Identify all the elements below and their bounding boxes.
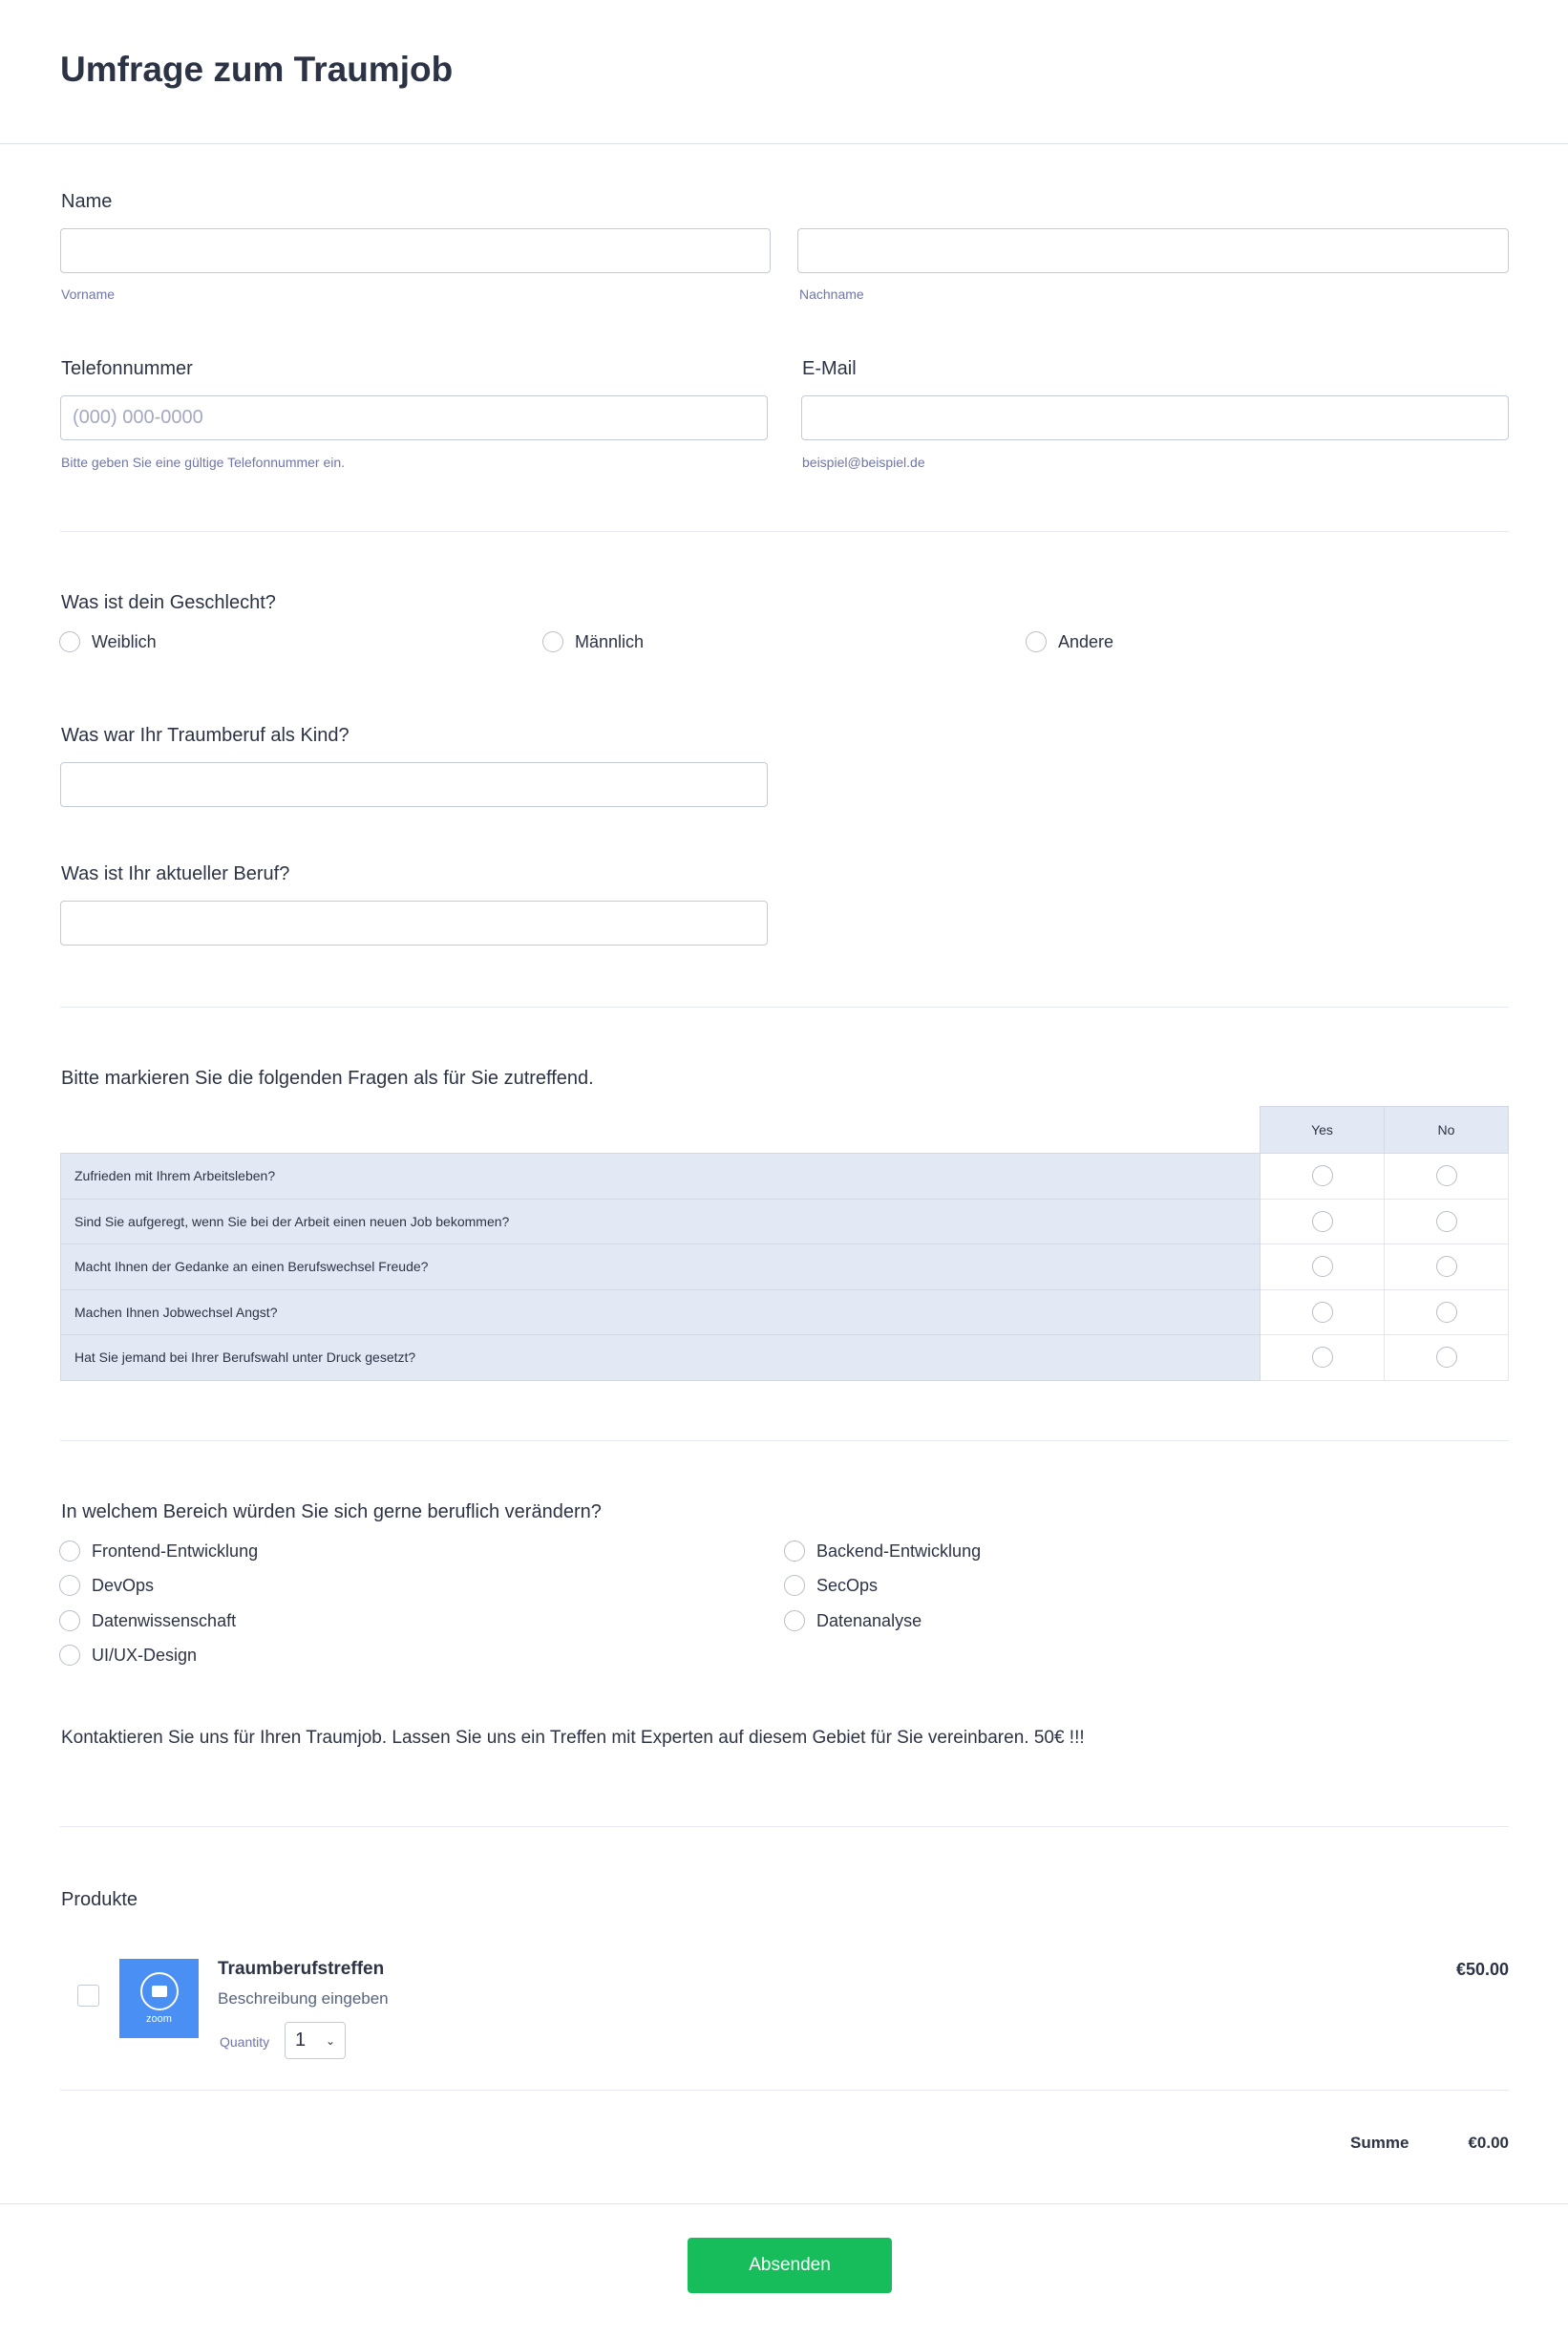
option-label: Datenanalyse <box>816 1610 922 1630</box>
quantity-value: 1 <box>295 2030 307 2051</box>
last-name-input[interactable] <box>797 228 1509 273</box>
contact-text: Kontaktieren Sie uns für Ihren Traumjob. Lassen Sie uns ein Treffen mit Experten auf diesem Gebiet für Sie vereinbaren. 50€ !!! <box>61 1728 1085 1748</box>
submit-button[interactable]: Absenden <box>688 2238 892 2293</box>
column-no: No <box>1385 1107 1509 1154</box>
quantity-select[interactable] <box>285 2022 346 2059</box>
area-question: In welchem Bereich würden Sie sich gerne beruflich verändern? <box>61 1501 602 1522</box>
email-input[interactable] <box>801 395 1509 440</box>
last-name-sublabel: Nachname <box>799 287 864 302</box>
product-description: Beschreibung eingeben <box>218 1989 389 2008</box>
gender-option-male[interactable] <box>542 631 644 652</box>
row-question: Machen Ihnen Jobwechsel Angst? <box>61 1289 1261 1335</box>
area-option[interactable] <box>784 1610 922 1631</box>
divider <box>60 2090 1509 2091</box>
gender-option-other[interactable] <box>1026 631 1113 652</box>
gender-question: Was ist dein Geschlecht? <box>61 592 276 613</box>
divider <box>60 531 1509 532</box>
phone-label: Telefonnummer <box>61 358 193 379</box>
area-option[interactable] <box>784 1575 878 1596</box>
phone-helper: Bitte geben Sie eine gültige Telefonnummer ein. <box>61 455 346 470</box>
table-row <box>61 1335 1509 1381</box>
first-name-sublabel: Vorname <box>61 287 116 302</box>
area-option[interactable] <box>784 1541 981 1562</box>
matrix-prompt: Bitte markieren Sie die folgenden Fragen als für Sie zutreffend. <box>61 1068 594 1089</box>
table-row <box>61 1289 1509 1335</box>
radio-icon[interactable] <box>1026 631 1047 652</box>
total-value: €0.00 <box>1468 2134 1509 2152</box>
radio-no[interactable] <box>1436 1165 1457 1186</box>
radio-icon[interactable] <box>542 631 563 652</box>
header-divider <box>0 143 1568 144</box>
childhood-job-input[interactable] <box>60 762 768 807</box>
row-question: Hat Sie jemand bei Ihrer Berufswahl unter Druck gesetzt? <box>61 1335 1261 1381</box>
email-helper: beispiel@beispiel.de <box>802 455 925 470</box>
radio-icon[interactable] <box>59 631 80 652</box>
area-option[interactable] <box>59 1610 236 1631</box>
radio-icon[interactable] <box>59 1575 80 1596</box>
radio-yes[interactable] <box>1312 1256 1333 1277</box>
radio-icon[interactable] <box>59 1645 80 1666</box>
column-yes: Yes <box>1261 1107 1385 1154</box>
current-job-input[interactable] <box>60 901 768 946</box>
option-label: Weiblich <box>92 631 157 651</box>
product-name: Traumberufstreffen <box>218 1959 385 1979</box>
option-label: UI/UX-Design <box>92 1645 198 1665</box>
quantity-label: Quantity <box>220 2034 270 2050</box>
product-price: €50.00 <box>1455 1960 1509 1979</box>
row-question: Zufrieden mit Ihrem Arbeitsleben? <box>61 1154 1261 1200</box>
divider <box>60 1826 1509 1827</box>
first-name-input[interactable] <box>60 228 771 273</box>
option-label: SecOps <box>816 1575 879 1595</box>
table-row <box>61 1199 1509 1244</box>
radio-no[interactable] <box>1436 1256 1457 1277</box>
chevron-down-icon: ⌄ <box>325 2033 335 2048</box>
option-label: Männlich <box>575 631 645 651</box>
area-option[interactable] <box>59 1645 197 1666</box>
option-label: Andere <box>1058 631 1114 651</box>
table-row <box>61 1244 1509 1290</box>
radio-icon[interactable] <box>59 1541 80 1562</box>
product-checkbox[interactable] <box>77 1985 99 2007</box>
radio-icon[interactable] <box>784 1575 805 1596</box>
option-label: Backend-Entwicklung <box>816 1541 982 1561</box>
table-row <box>61 1154 1509 1200</box>
page-title: Umfrage zum Traumjob <box>60 50 454 89</box>
matrix-table <box>60 1106 1509 1381</box>
radio-yes[interactable] <box>1312 1211 1333 1232</box>
radio-no[interactable] <box>1436 1302 1457 1323</box>
products-label: Produkte <box>61 1889 138 1910</box>
area-option[interactable] <box>59 1541 258 1562</box>
radio-no[interactable] <box>1436 1211 1457 1232</box>
radio-icon[interactable] <box>784 1610 805 1631</box>
radio-yes[interactable] <box>1312 1302 1333 1323</box>
divider <box>60 1440 1509 1441</box>
row-question: Macht Ihnen der Gedanke an einen Berufswechsel Freude? <box>61 1244 1261 1290</box>
radio-no[interactable] <box>1436 1347 1457 1368</box>
option-label: Datenwissenschaft <box>92 1610 237 1630</box>
gender-option-female[interactable] <box>59 631 157 652</box>
email-label: E-Mail <box>802 358 857 379</box>
radio-yes[interactable] <box>1312 1347 1333 1368</box>
radio-yes[interactable] <box>1312 1165 1333 1186</box>
name-label: Name <box>61 191 113 212</box>
area-option[interactable] <box>59 1575 154 1596</box>
total-label: Summe <box>1350 2134 1409 2152</box>
zoom-logo-icon: zoom <box>119 1959 199 2038</box>
phone-input[interactable] <box>60 395 768 440</box>
option-label: DevOps <box>92 1575 155 1595</box>
radio-icon[interactable] <box>784 1541 805 1562</box>
divider <box>60 1007 1509 1008</box>
row-question: Sind Sie aufgeregt, wenn Sie bei der Arbeit einen neuen Job bekommen? <box>61 1199 1261 1244</box>
childhood-job-label: Was war Ihr Traumberuf als Kind? <box>61 725 350 746</box>
current-job-label: Was ist Ihr aktueller Beruf? <box>61 863 290 884</box>
option-label: Frontend-Entwicklung <box>92 1541 259 1561</box>
radio-icon[interactable] <box>59 1610 80 1631</box>
footer-divider <box>0 2203 1568 2204</box>
